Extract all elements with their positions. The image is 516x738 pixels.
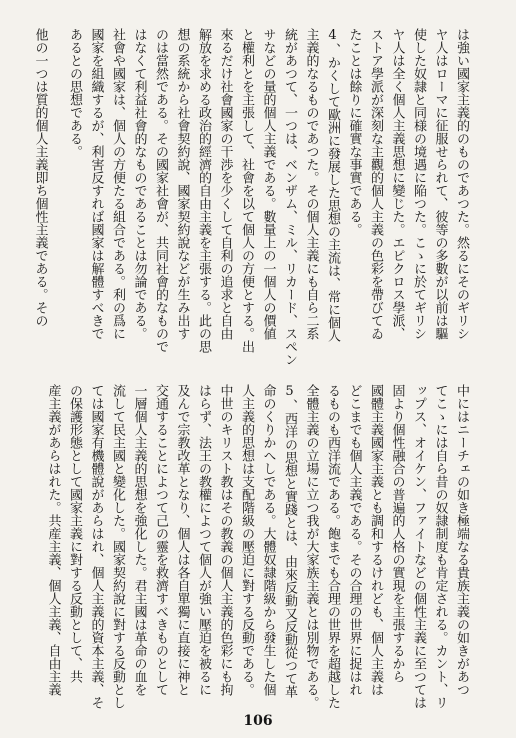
- text-line: は強い國家主義的のものであつた。然るにそのギリシ: [454, 28, 469, 340]
- text-line: はらず、法王の教權によつて個人が強い壓迫を被るに: [196, 384, 211, 696]
- text-line: るものも西洋流である。飽までも合理の世界を超越した: [325, 384, 340, 709]
- text-line: はなくて利益社會的なものであることは勿論である。: [131, 28, 147, 340]
- text-line: 解放を求める政治的經濟的自由主義を主張する。此の思: [196, 28, 211, 353]
- text-line: 4、かくして歐洲に發展した思想の主流は、常に個人: [325, 28, 340, 342]
- text-line: 想の系統から社會契約說、國家契約說などが生み出す: [174, 28, 190, 340]
- text-line: のは當然である。その國家社會が、共同社會的なもので: [153, 28, 168, 353]
- page-number: 106: [243, 713, 273, 729]
- text-line: 一層個人主義的思想を強化した。君主國は革命の血を: [131, 384, 147, 696]
- text-line: 中にはニーチェの如き極端なる貴族主義の如きがあつ: [454, 384, 469, 696]
- text-line: 統があつて、一つは、ベンザム、ミル、リカード、スペン: [282, 28, 297, 366]
- text-line: 固より個性融合の普遍的人格の實現を主張するから: [389, 384, 405, 683]
- text-line: ヤ人はローマに征服せられて、彼等の多數が以前は驅: [432, 28, 448, 340]
- text-line: と權利とを主張して、社會を以て個人の方便とする。出: [239, 28, 254, 353]
- text-line: あるとの思想である。: [67, 28, 82, 158]
- text-line: 産主義があらはれた。共産主義、個人主義、自由主義: [45, 384, 61, 696]
- text-line: 及んで宗教改革となり、個人は各自單獨に直接に神と: [174, 384, 190, 696]
- text-line: 命のくりかへしである。大體奴隷階級から發生した個: [260, 384, 276, 696]
- text-line: ップス、オイケン、ファイトなどの個性主義に至つては: [411, 384, 426, 709]
- text-line: どこまでも個人主義である。その合理の世界に捉はれ: [346, 384, 362, 696]
- text-line: の保護形態として國家主義に對する反動として、共: [67, 384, 82, 683]
- text-line: たことは餘りに確實な事實である。: [346, 28, 362, 236]
- text-line: 主義的なるものであつた。その個人主義にも自ら二系: [303, 28, 319, 340]
- text-line: 全體主義の立場に立つ我が大家族主義とは別物である。: [303, 384, 319, 709]
- text-line: 來るだけ社會國家の干渉を少くして自利の追求と自由: [217, 28, 233, 340]
- paragraph-start-line: 他の一つは質的個人主義即ち個性主義である。その: [32, 28, 48, 327]
- text-line: 國家を組織するが、利害反すれば國家は解體すべきで: [88, 28, 104, 340]
- text-line: 國體主義國家主義とも調和するけれども、個人主義は: [368, 384, 383, 696]
- text-line: 5、西洋の思想と實踐とは、由來反動又反動從つて革: [282, 384, 297, 698]
- text-line: ストア學派が深刻な主觀的個人主義の色彩を帶びてゐ: [368, 28, 383, 340]
- text-line: てこゝには自ら昔の奴隷制度も肯定される。カント、リ: [432, 384, 448, 709]
- text-line: 交通することによつて己の靈を救濟すべきものとして: [153, 384, 168, 696]
- lower-text-block: [42, 384, 472, 712]
- text-line: 人主義的思想は支配階級の壓迫に對する反動である。: [239, 384, 254, 696]
- text-line: 社會や國家は、個人の方便たる組合である。利の爲に: [110, 28, 125, 340]
- text-line: ては國家有機體說があらはれ、個人主義的資本主義、そ: [88, 384, 104, 709]
- text-line: ヤ人は全く個人主義思想に變じた。エピクロス學派、: [389, 28, 405, 340]
- text-line: 流して民主國と變化した。國家契約說に對する反動とし: [110, 384, 125, 709]
- upper-text-block: [29, 28, 472, 370]
- text-line: 中世のキリスト教はその教義の個人主義的色彩にも拘: [217, 384, 233, 696]
- text-line: 使した奴隷と同様の境遇に陥つた。こゝに於てギリシ: [411, 28, 426, 340]
- text-line: サなどの量的個人主義である。數量上の一個人の價値: [260, 28, 276, 340]
